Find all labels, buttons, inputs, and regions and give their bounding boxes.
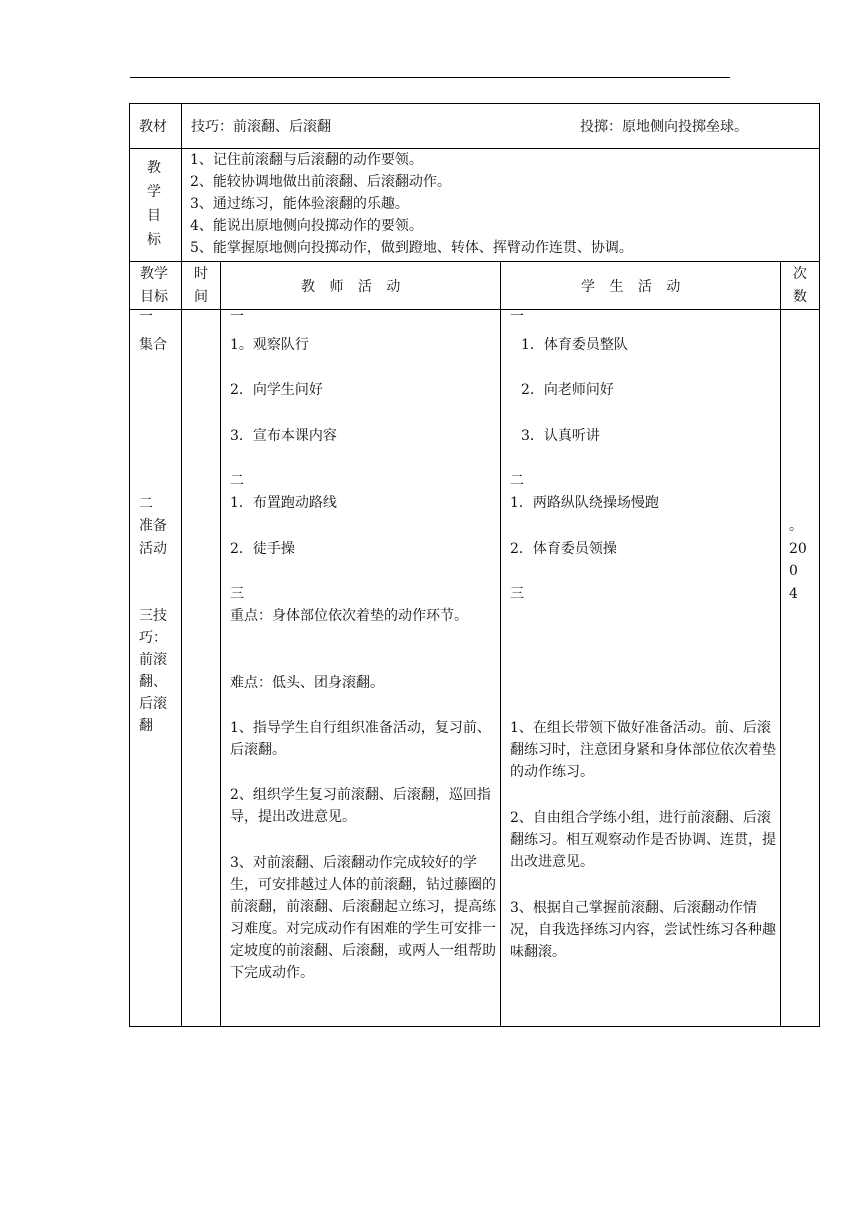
material-throw: 投掷：原地侧向投掷垒球。 bbox=[580, 119, 748, 135]
body-goal-cell bbox=[129, 309, 182, 1027]
section-name: 活动 bbox=[139, 541, 167, 557]
teacher-difficulty: 难点：低头、团身滚翻。 bbox=[230, 675, 384, 691]
count-value: 4 bbox=[789, 586, 798, 602]
col-header-time-line: 间 bbox=[194, 289, 208, 305]
student-section-number: 二 bbox=[510, 473, 524, 489]
teacher-paragraph: 2、组织学生复习前滚翻、后滚翻，巡回指导，提出改进意见。 bbox=[230, 787, 491, 825]
col-header-time-line: 时 bbox=[194, 266, 208, 282]
student-item: 2．体育委员领操 bbox=[510, 541, 617, 557]
section-number: 一 bbox=[139, 309, 153, 325]
col-header-student bbox=[500, 261, 781, 310]
section-name: 集合 bbox=[139, 337, 167, 353]
student-paragraph: 2、自由组合学练小组，进行前滚翻、后滚翻练习。相互观察动作是否协调、连贯，提出改进意见。 bbox=[510, 810, 776, 870]
col-header-goal-line: 目标 bbox=[140, 289, 168, 305]
section-name: 前滚 bbox=[139, 652, 167, 668]
goal-item: 4、能说出原地侧向投掷动作的要领。 bbox=[190, 218, 423, 234]
teacher-section-number: 三 bbox=[230, 586, 244, 602]
count-value: 20 bbox=[789, 541, 807, 557]
teacher-item: 2．向学生问好 bbox=[230, 382, 323, 398]
student-item: 1．体育委员整队 bbox=[521, 337, 628, 353]
col-header-goal bbox=[129, 261, 182, 310]
student-item: 1．两路纵队绕操场慢跑 bbox=[510, 495, 659, 511]
section-name: 翻、 bbox=[139, 674, 167, 690]
material-content-cell bbox=[181, 103, 820, 149]
goal-item: 3、通过练习，能体验滚翻的乐趣。 bbox=[190, 196, 409, 212]
teacher-paragraph: 3、对前滚翻、后滚翻动作完成较好的学生，可安排越过人体的前滚翻，钻过藤圈的前滚翻，前滚翻、后滚翻起立练习，提高练习难度。对完成动作有困难的学生可安排一定坡度的前滚翻、后滚翻，或两人一组帮助下完成动作。 bbox=[230, 855, 496, 981]
teacher-section-number: 一 bbox=[230, 309, 244, 325]
student-section-number: 一 bbox=[510, 309, 524, 325]
goals-label-char: 学 bbox=[147, 184, 161, 200]
material-label-cell bbox=[129, 103, 182, 149]
teacher-section-number: 二 bbox=[230, 473, 244, 489]
student-paragraph: 1、在组长带领下做好准备活动。前、后滚翻练习时，注意团身紧和身体部位依次着垫的动作练习。 bbox=[510, 720, 776, 780]
count-value: 0 bbox=[789, 563, 798, 579]
teacher-paragraph: 1、指导学生自行组织准备活动，复习前、后滚翻。 bbox=[230, 720, 491, 758]
section-name: 三技 bbox=[139, 608, 167, 624]
teacher-item: 2．徒手操 bbox=[230, 541, 295, 557]
col-header-count-line: 次 bbox=[793, 266, 807, 282]
col-header-student-label: 学 生 活 动 bbox=[581, 279, 681, 295]
section-number: 二 bbox=[139, 496, 153, 512]
goals-label-cell bbox=[129, 148, 182, 262]
section-name: 巧： bbox=[139, 630, 167, 646]
col-header-count-line: 数 bbox=[793, 289, 807, 305]
lesson-plan-table bbox=[129, 103, 820, 1027]
header-rule bbox=[130, 77, 730, 78]
section-name: 翻 bbox=[139, 718, 153, 734]
material-label: 教材 bbox=[139, 119, 167, 135]
col-header-teacher bbox=[220, 261, 501, 310]
body-count-cell bbox=[780, 309, 820, 1027]
material-skill: 技巧：前滚翻、后滚翻 bbox=[191, 119, 331, 135]
col-header-time bbox=[181, 261, 221, 310]
body-time-cell bbox=[181, 309, 221, 1027]
body-student-cell bbox=[500, 309, 781, 1027]
body-teacher-cell bbox=[220, 309, 501, 1027]
goals-label-char: 目 bbox=[147, 208, 161, 224]
student-item: 2．向老师问好 bbox=[521, 382, 614, 398]
section-name: 准备 bbox=[139, 518, 167, 534]
goal-item: 5、能掌握原地侧向投掷动作，做到蹬地、转体、挥臂动作连贯、协调。 bbox=[190, 240, 633, 256]
goals-label-char: 标 bbox=[147, 232, 161, 248]
teacher-item: 3．宣布本课内容 bbox=[230, 428, 337, 444]
goal-item: 2、能较协调地做出前滚翻、后滚翻动作。 bbox=[190, 174, 451, 190]
count-value: 。 bbox=[789, 518, 803, 534]
teacher-key-point: 重点：身体部位依次着垫的动作环节。 bbox=[230, 608, 468, 624]
teacher-item: 1．布置跑动路线 bbox=[230, 495, 337, 511]
goals-content-cell bbox=[181, 148, 820, 262]
teacher-item: 1。观察队行 bbox=[230, 337, 309, 353]
col-header-goal-line: 教学 bbox=[140, 266, 168, 282]
col-header-count bbox=[780, 261, 820, 310]
student-section-number: 三 bbox=[510, 586, 524, 602]
section-name: 后滚 bbox=[139, 696, 167, 712]
goals-label-char: 教 bbox=[147, 160, 161, 176]
student-item: 3．认真听讲 bbox=[521, 428, 600, 444]
col-header-teacher-label: 教 师 活 动 bbox=[301, 279, 401, 295]
goal-item: 1、记住前滚翻与后滚翻的动作要领。 bbox=[190, 152, 423, 168]
student-paragraph: 3、根据自己掌握前滚翻、后滚翻动作情况，自我选择练习内容，尝试性练习各种趣味翻滚。 bbox=[510, 900, 776, 960]
